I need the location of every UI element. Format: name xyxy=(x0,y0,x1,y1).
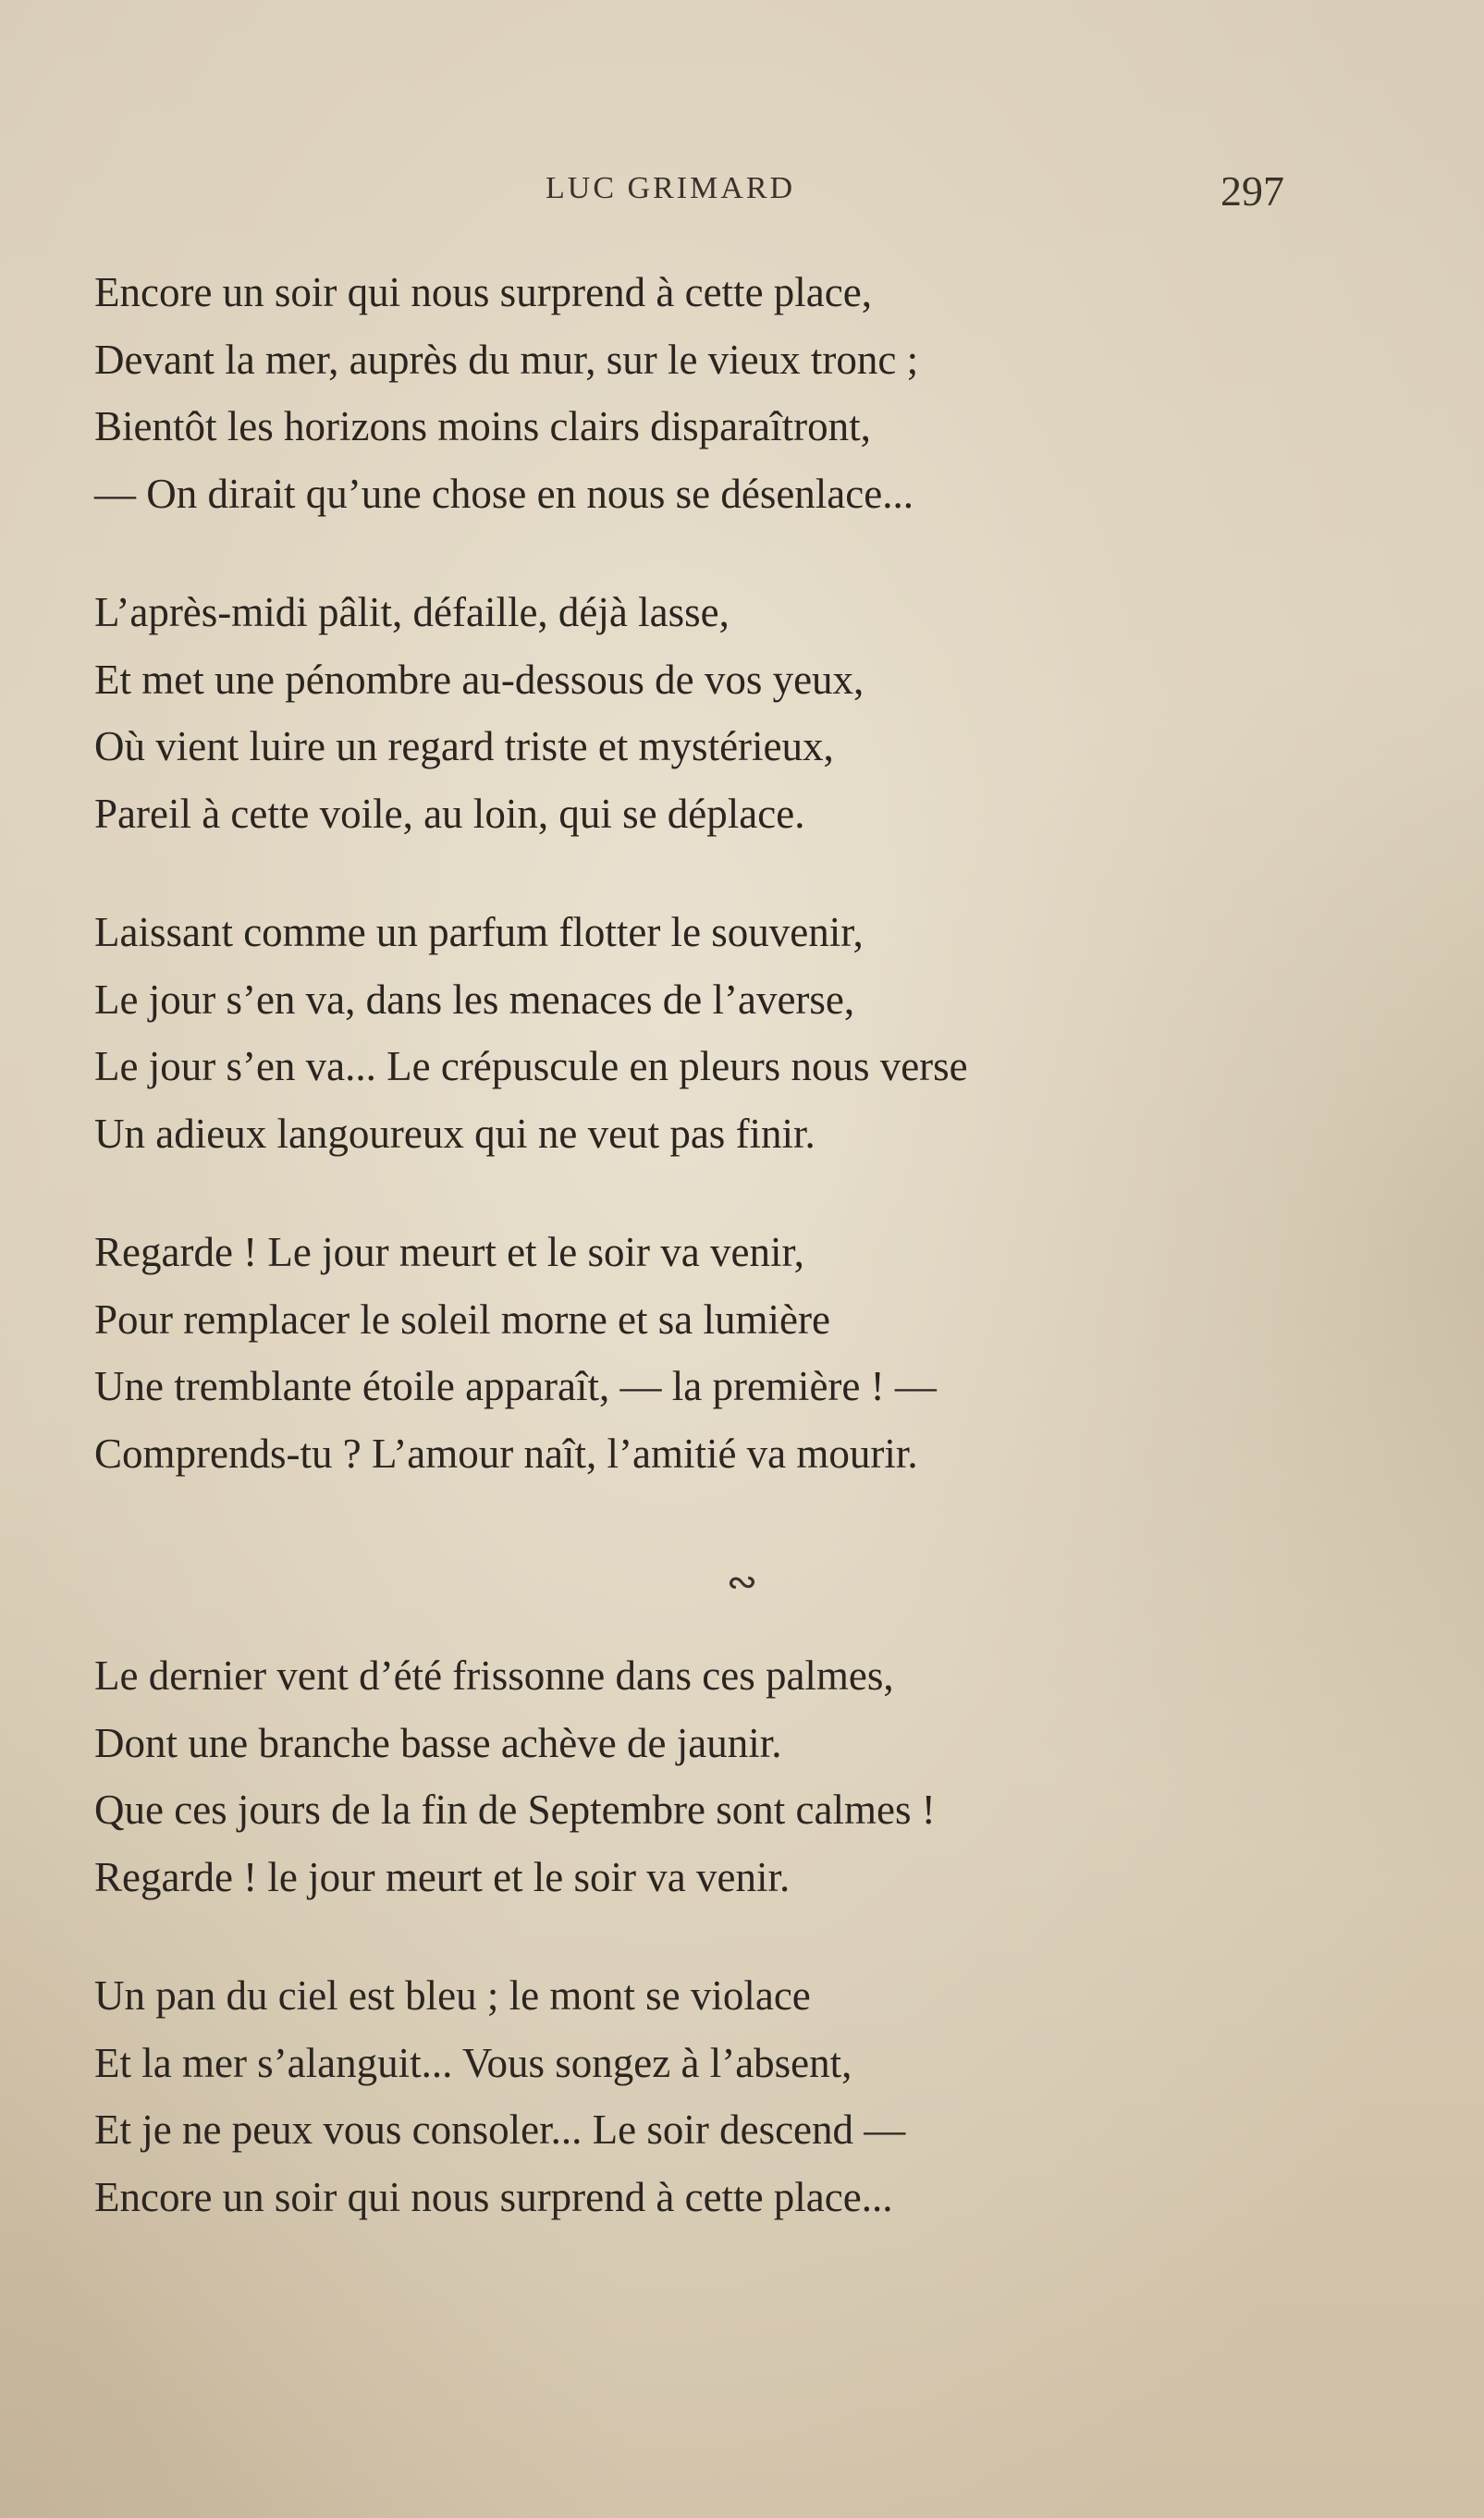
verse-line: Le jour s’en va... Le crépuscule en pleurs nous verse xyxy=(94,1043,968,1089)
verse-line: Où vient luire un regard triste et mystérieux, xyxy=(94,723,834,769)
running-head: LUC GRIMARD xyxy=(546,171,796,205)
verse-line: Une tremblante étoile apparaît, — la première ! — xyxy=(94,1363,937,1409)
verse-line: Encore un soir qui nous surprend à cette place... xyxy=(94,2173,893,2220)
verse-line: Et la mer s’alanguit... Vous songez à l’absent, xyxy=(94,2039,852,2086)
stanza-5 xyxy=(94,1642,1296,1910)
verse-line: Un adieux langoureux qui ne veut pas finir. xyxy=(94,1110,816,1157)
verse-line: Le dernier vent d’été frissonne dans ces palmes, xyxy=(94,1652,894,1699)
verse-line: Pour remplacer le soleil morne et sa lumière xyxy=(94,1296,830,1343)
verse-line: Pareil à cette voile, au loin, qui se déplace. xyxy=(94,790,805,837)
verse-line: Bientôt les horizons moins clairs disparaîtront, xyxy=(94,403,871,449)
stanza-3 xyxy=(94,899,1296,1167)
verse-line: Le jour s’en va, dans les menaces de l’averse, xyxy=(94,976,855,1023)
verse-line: — On dirait qu’une chose en nous se désenlace... xyxy=(94,470,914,517)
section-ornament-icon: ∾ xyxy=(726,1561,758,1603)
verse-line: L’après-midi pâlit, défaille, déjà lasse, xyxy=(94,589,730,635)
verse-line: Encore un soir qui nous surprend à cette place, xyxy=(94,269,872,315)
verse-line: Devant la mer, auprès du mur, sur le vieux tronc ; xyxy=(94,336,919,383)
verse-line: Regarde ! Le jour meurt et le soir va venir, xyxy=(94,1229,804,1275)
stanza-2 xyxy=(94,579,1296,847)
verse-line: Dont une branche basse achève de jaunir. xyxy=(94,1719,782,1766)
verse-line: Laissant comme un parfum flotter le souvenir, xyxy=(94,909,864,955)
stanza-6 xyxy=(94,1962,1296,2230)
verse-line: Et je ne peux vous consoler... Le soir descend — xyxy=(94,2107,906,2153)
verse-line: Regarde ! le jour meurt et le soir va venir. xyxy=(94,1853,791,1900)
stanza-4 xyxy=(94,1219,1296,1487)
stanza-1 xyxy=(94,259,1296,527)
verse-line: Un pan du ciel est bleu ; le mont se violace xyxy=(94,1972,811,2019)
poem-part-2 xyxy=(94,1642,1296,2282)
verse-line: Que ces jours de la fin de Septembre sont calmes ! xyxy=(94,1787,936,1833)
verse-line: Et met une pénombre au-dessous de vos yeux, xyxy=(94,656,865,703)
verse-line: Comprends-tu ? L’amour naît, l’amitié va mourir. xyxy=(94,1430,918,1477)
page-number: 297 xyxy=(1220,167,1284,215)
poem-part-1 xyxy=(94,259,1296,1539)
